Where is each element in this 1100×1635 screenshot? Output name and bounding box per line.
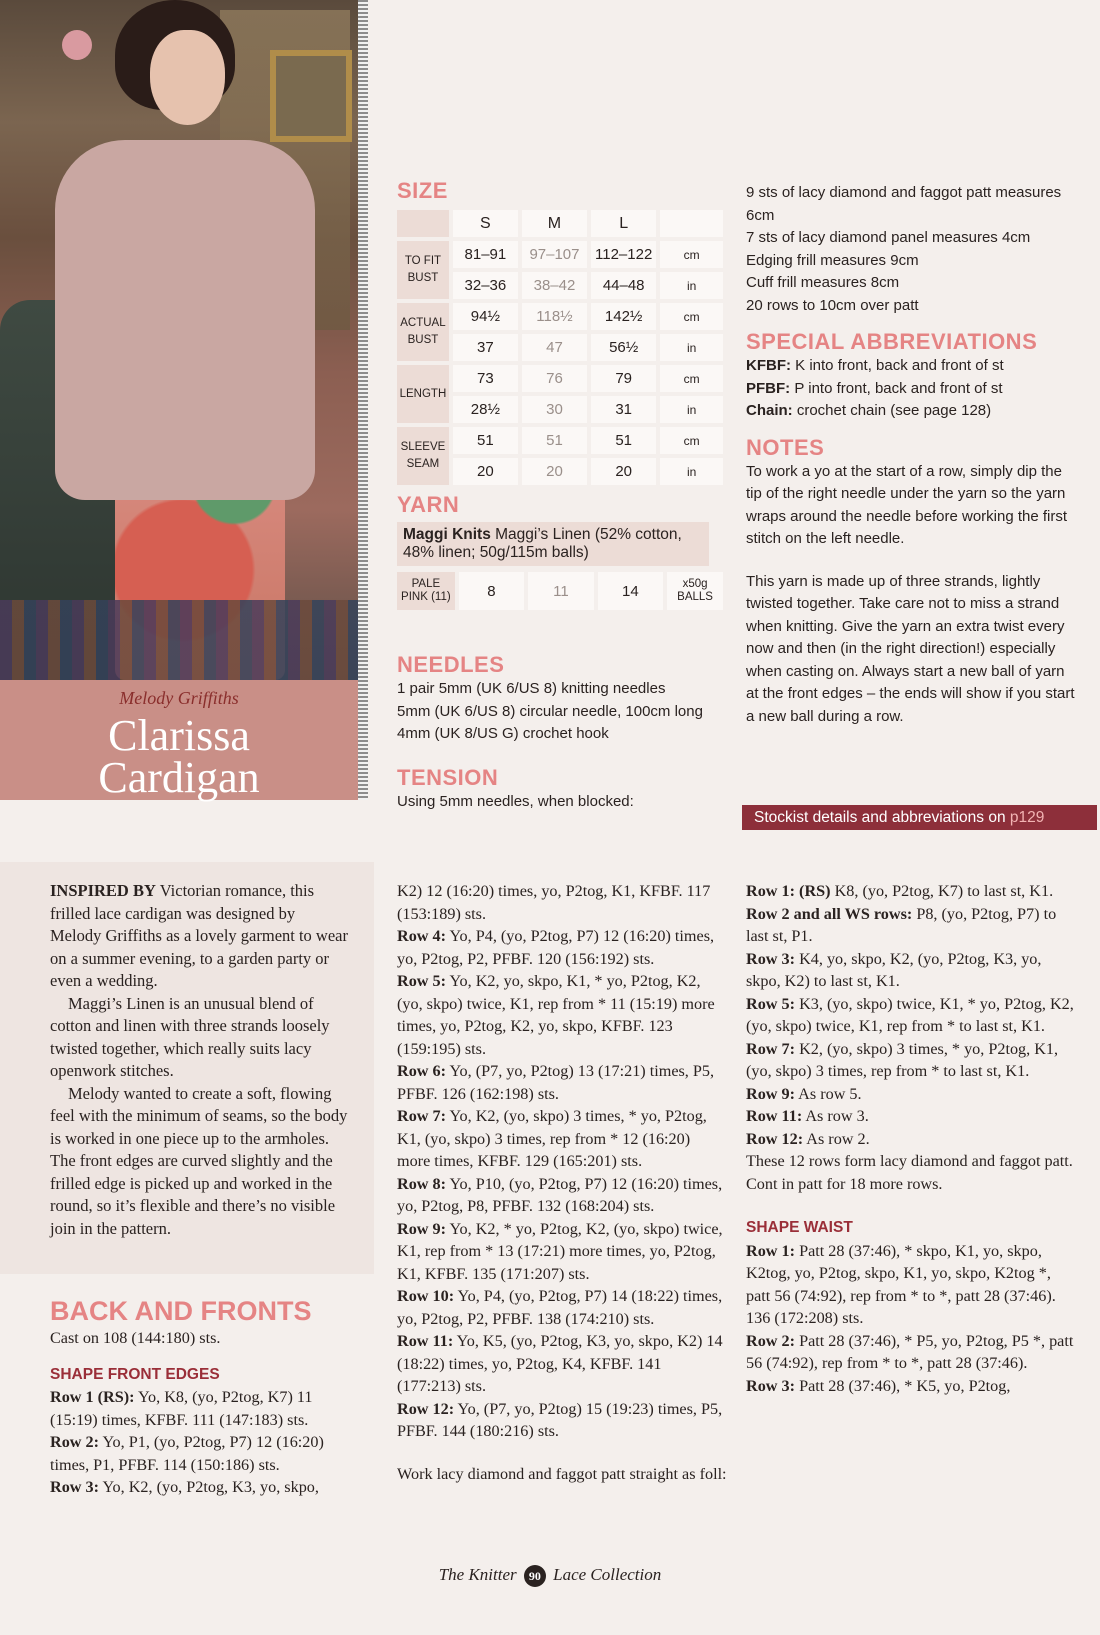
notes-heading: NOTES [746,434,825,460]
pattern-row: Row 3: K4, yo, skpo, K2, (yo, P2tog, K3, yo, skpo, K2) to last st, K1. [746,949,1042,990]
shape-front-edges-heading: SHAPE FRONT EDGES [50,1365,220,1383]
size-cell: 20 [453,458,518,485]
yarn-shade: PALE PINK (11) [397,572,455,610]
pattern-row: Row 12: As row 2. [746,1129,870,1148]
size-row-label: SLEEVE SEAM [397,427,449,485]
pattern-row: Row 2 and all WS rows: P8, (yo, P2tog, P7) to last st, P1. [746,904,1057,945]
pattern-row: Row 3: Patt 28 (37:46), * K5, yo, P2tog, [746,1376,1011,1395]
size-unit: in [660,272,723,299]
size-cell: 142½ [591,303,656,330]
pattern-row: Row 2: Patt 28 (37:46), * P5, yo, P2tog, P5 *, patt 56 (74:92), rep from * to *, patt 28 (37:46). [746,1331,1074,1372]
size-cell: 51 [522,427,587,454]
designer-name: Melody Griffiths [119,688,239,708]
abbreviation-item: Chain: crochet chain (see page 128) [746,402,992,419]
pattern-row: Row 5: Yo, K2, yo, skpo, K1, * yo, P2tog, K2, (yo, skpo) twice, K1, rep from * 11 (15:19) more times, yo, P2tog, K2, yo, skpo, KFBF. 123 (159:195) sts. [397,972,715,1058]
photo-face [150,30,225,125]
size-unit: in [660,396,723,423]
pattern-row: Row 11: As row 3. [746,1107,869,1125]
yarn-table [393,568,727,614]
abbreviation-item: PFBF: P into front, back and front of st [746,379,1003,397]
pattern-row: K2) 12 (16:20) times, yo, P2tog, K1, KFBF. 117 (153:189) sts. [397,882,711,923]
intro-paragraph: INSPIRED BY Victorian romance, this frilled lace cardigan was designed by Melody Griffiths as a lovely garment to wear on a summer evening, to a garden party or even a wedding. [50,881,348,990]
pattern-instruction: These 12 rows form lacy diamond and faggot patt. [746,1152,1073,1170]
size-unit: cm [660,365,723,392]
pattern-row: Row 12: Yo, (P7, yo, P2tog) 15 (19:23) times, P5, PFBF. 144 (180:216) sts. [397,1399,723,1440]
size-cell: 44–48 [591,272,656,299]
tension-line: Cuff frill measures 8cm [746,274,900,291]
pattern-row: Row 7: K2, (yo, skpo) 3 times, * yo, P2tog, K1, (yo, skpo) 3 times, rep from * to last st, K1. [746,1039,1059,1080]
pattern-column-3 [746,880,1076,1397]
pattern-row: Row 1: Patt 28 (37:46), * skpo, K1, yo, skpo, K2tog, yo, P2tog, skpo, K1, yo, skpo, K2tog *, patt 56 (74:92), rep from * to *, patt 28 (37:46). 136 (172:208) sts. [746,1241,1056,1327]
yarn-qty: 8 [459,572,524,610]
page-footer [0,1565,1100,1587]
yarn-qty: 14 [598,572,664,610]
size-cell: 73 [453,365,518,392]
intro-paragraph: Melody wanted to create a soft, flowing feel with the minimum of seams, so the body is worked in one piece up to the armholes. The front edges are curved slightly and the frilled edge is picked up and worked in the round, so it’s flexible and there’s no visible join in the pattern. [50,1083,348,1238]
spiral-binding [358,0,368,800]
pattern-column-1 [50,1295,360,1499]
pattern-row: Row 1: (RS) K8, (yo, P2tog, K7) to last st, K1. [746,882,1054,900]
size-section [397,178,727,489]
pattern-row: Row 5: K3, (yo, skpo) twice, K1, * yo, P2tog, K2, (yo, skpo) twice, K1, rep from * to last st, K1. [746,994,1074,1035]
size-cell: 20 [591,458,656,485]
photo-cardigan [55,140,315,500]
tension-line: 7 sts of lacy diamond panel measures 4cm [746,229,1031,246]
needles-line: 5mm (UK 6/US 8) circular needle, 100cm long [397,702,703,720]
abbreviation-item: KFBF: K into front, back and front of st [746,357,1004,374]
shape-waist-heading: SHAPE WAIST [746,1219,853,1236]
pattern-row: Row 3: Yo, K2, (yo, P2tog, K3, yo, skpo, [50,1478,319,1496]
size-cell: 81–91 [453,241,518,268]
tension-line: 20 rows to 10cm over patt [746,296,919,314]
magazine-name: The Knitter [438,1565,517,1584]
size-header: L [591,210,656,237]
pattern-row: Row 10: Yo, P4, (yo, P2tog, P7) 14 (18:22) times, yo, P2tog, P2, PFBF. 138 (174:210) sts. [397,1287,723,1328]
size-cell: 51 [591,427,656,454]
needles-line: 4mm (UK 8/US G) crochet hook [397,725,609,742]
stockist-bar: Stockist details and abbreviations on p129 [742,805,1097,830]
size-cell: 28½ [453,396,518,423]
notes-paragraph: This yarn is made up of three strands, lightly twisted together. Take care not to miss a strand when knitting. Give the yarn an extra twist every now and then (in the right direction!) especially when casting on. Always start a new ball of yarn at the front edges – the ends will show if you start a new ball during a row. [746,572,1075,725]
size-cell: 118½ [522,303,587,330]
pattern-column-2 [397,880,727,1485]
photo-rug [0,600,358,680]
pattern-row: Row 9: Yo, K2, * yo, P2tog, K2, (yo, skpo) twice, K1, rep from * 13 (17:21) more times, yo, P2tog, K1, KFBF. 135 (171:207) sts. [397,1219,723,1283]
page-number: 90 [524,1565,546,1587]
size-cell: 32–36 [453,272,518,299]
size-cell: 47 [522,334,587,361]
size-cell: 97–107 [522,241,587,268]
size-unit: cm [660,303,723,330]
pattern-instruction: Work lacy diamond and faggot patt straight as foll: [397,1464,727,1483]
yarn-unit: x50g BALLS [667,572,723,610]
size-unit: cm [660,427,723,454]
size-unit: in [660,334,723,361]
abbreviations-heading: SPECIAL ABBREVIATIONS [746,329,1038,354]
size-cell: 37 [453,334,518,361]
size-row-label: TO FIT BUST [397,241,449,299]
issue-name: Lace Collection [553,1565,662,1584]
size-unit: in [660,458,723,485]
size-cell: 30 [522,396,587,423]
size-header: M [522,210,587,237]
tension-line: Edging frill measures 9cm [746,251,919,269]
size-cell: 31 [591,396,656,423]
intro-paragraph: Maggi’s Linen is an unusual blend of cotton and linen with three strands loosely twisted together, which really suits lacy openwork stitches. [50,993,330,1080]
size-cell: 94½ [453,303,518,330]
yarn-desc: Maggi’s Linen (52% cotton, 48% linen; 50g/115m balls) [403,526,682,561]
tension-section [397,765,737,814]
size-cell: 20 [522,458,587,485]
tension-line: 9 sts of lacy diamond and faggot patt measures 6cm [746,184,1062,224]
photo-frame [270,50,352,142]
pattern-row: Row 2: Yo, P1, (yo, P2tog, P7) 12 (16:20) times, P1, PFBF. 114 (150:186) sts. [50,1433,324,1474]
tension-line: Using 5mm needles, when blocked: [397,793,634,810]
size-unit: cm [660,241,723,268]
needles-line: 1 pair 5mm (UK 6/US 8) knitting needles [397,680,666,697]
yarn-brand: Maggi Knits [403,526,491,543]
intro-panel [0,862,374,1274]
pattern-row: Row 11: Yo, K5, (yo, P2tog, K3, yo, skpo, K2) 14 (18:22) times, yo, P2tog, K4, KFBF. 141 (177:213) sts. [397,1332,723,1395]
notes-paragraph: To work a yo at the start of a row, simply dip the tip of the right needle under the yarn so the yarn wraps around the needle before working the first stitch on the left needle. [746,462,1068,547]
intro-text [0,862,350,1240]
size-cell: 51 [453,427,518,454]
yarn-heading: YARN [397,492,460,517]
tension-heading: TENSION [397,765,499,790]
size-cell: 76 [522,365,587,392]
size-row-label: ACTUAL BUST [397,303,449,361]
photo-flower [62,30,92,60]
pattern-row: Row 6: Yo, (P7, yo, P2tog) 13 (17:21) times, P5, PFBF. 126 (162:198) sts. [397,1062,715,1103]
yarn-section [397,492,727,614]
title-line: Cardigan [98,753,260,802]
size-heading: SIZE [397,178,448,203]
size-cell: 112–122 [591,241,656,268]
needles-heading: NEEDLES [397,652,505,677]
yarn-qty: 11 [528,572,594,610]
yarn-description [397,522,709,566]
size-cell: 38–42 [522,272,587,299]
size-header: S [453,210,518,237]
info-right-column [746,182,1076,728]
pattern-row: Row 7: Yo, K2, (yo, skpo) 3 times, * yo, P2tog, K1, (yo, skpo) 3 times, rep from * 12 (16:20) more times, KFBF. 129 (165:201) sts. [397,1107,707,1170]
stockist-page-link[interactable]: p129 [1009,809,1045,826]
title-line: Clarissa [108,711,250,760]
size-cell: 79 [591,365,656,392]
size-table [393,206,727,489]
title-panel [0,680,358,800]
pattern-title [0,711,358,802]
pattern-row: Row 9: As row 5. [746,1084,862,1103]
back-fronts-heading: BACK AND FRONTS [50,1296,312,1326]
size-row-label: LENGTH [397,365,449,423]
cover-photo [0,0,358,680]
cast-on: Cast on 108 (144:180) sts. [50,1329,221,1347]
pattern-row: Row 1 (RS): Yo, K8, (yo, P2tog, K7) 11 (15:19) times, KFBF. 111 (147:183) sts. [50,1388,313,1429]
size-cell: 56½ [591,334,656,361]
needles-section [397,652,737,746]
pattern-row: Row 8: Yo, P10, (yo, P2tog, P7) 12 (16:20) times, yo, P2tog, P8, PFBF. 132 (168:204) sts. [397,1174,723,1215]
pattern-row: Row 4: Yo, P4, (yo, P2tog, P7) 12 (16:20) times, yo, P2tog, P2, PFBF. 120 (156:192) sts. [397,927,715,968]
pattern-instruction: Cont in patt for 18 more rows. [746,1174,943,1193]
